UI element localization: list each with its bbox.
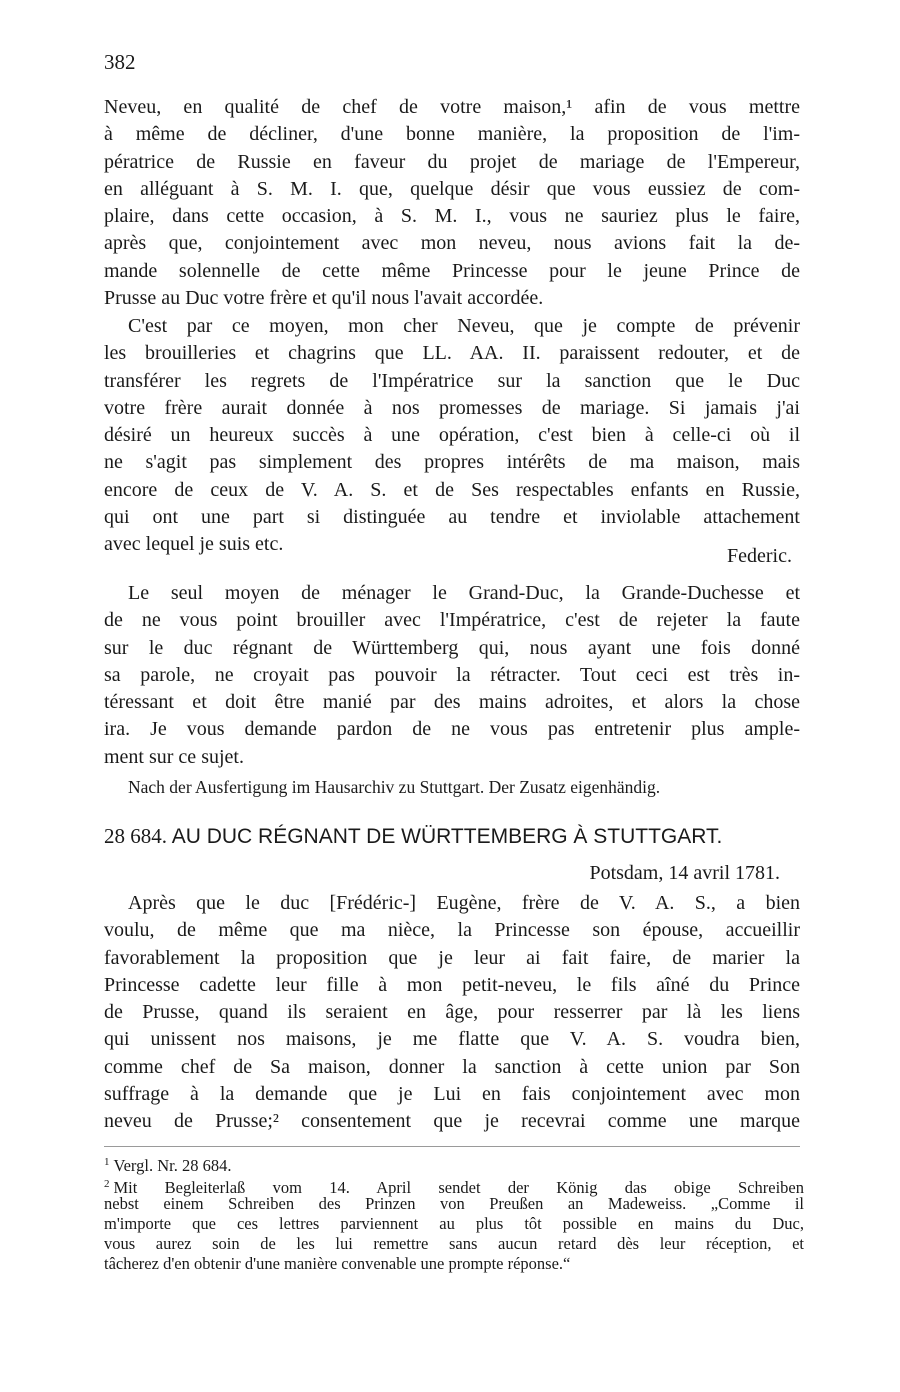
text-line: favorablement la proposition que je leur ai fait faire, de marier la xyxy=(104,946,800,969)
text-line: avec lequel je suis etc. xyxy=(104,533,284,556)
footnote-text: Vergl. Nr. 28 684. xyxy=(113,1156,232,1175)
letter-number: 28 684. xyxy=(104,824,167,848)
footnote-text: Mit Begleiterlaß vom 14. April sendet der König das obige Schreiben xyxy=(113,1178,804,1197)
text-line: mande solennelle de cette même Princesse pour le jeune Prince de xyxy=(104,259,800,282)
source-note: Nach der Ausfertigung im Hausarchiv zu Stuttgart. Der Zusatz eigenhändig. xyxy=(128,777,661,797)
text-line: qui unissent nos maisons, je me flatte que V. A. S. voudra bien, xyxy=(104,1028,800,1051)
text-line: de Prusse, quand ils seraient en âge, pour resserrer par là les liens xyxy=(104,1001,800,1024)
text-line: Neveu, en qualité de chef de votre maison,¹ afin de vous mettre xyxy=(104,96,800,118)
dateline: Potsdam, 14 avril 1781. xyxy=(589,862,780,884)
footnote-line: tâcherez d'en obtenir d'une manière convenable une prompte réponse.“ xyxy=(104,1254,571,1273)
footnote-marker: 2 xyxy=(104,1178,110,1190)
text-line: suffrage à la demande que je Lui en fais conjointement avec mon xyxy=(104,1083,800,1106)
text-line: sa parole, ne croyait pas pouvoir la rétracter. Tout ceci est très in- xyxy=(104,663,800,686)
text-line: désiré un heureux succès à une opération, c'est bien à celle-ci où il xyxy=(104,424,800,447)
text-line: voulu, de même que ma nièce, la Princesse son épouse, accueillir xyxy=(104,919,800,942)
footnote-2 xyxy=(104,1174,804,1274)
footnote-line: vous aurez soin de les lui remettre sans aucun retard dès leur réception, et xyxy=(104,1234,804,1253)
footnote-divider xyxy=(104,1146,800,1147)
footnote-line: nebst einem Schreiben des Prinzen von Preußen an Madeweiss. „Comme il xyxy=(104,1194,804,1213)
text-line: votre frère aurait donnée à nos promesses de mariage. Si jamais j'ai xyxy=(104,396,800,419)
text-line: qui ont une part si distinguée au tendre et inviolable attachement xyxy=(104,506,800,529)
footnote-line: m'importe que ces lettres parviennent au plus tôt possible en mains du Duc, xyxy=(104,1214,804,1233)
new-letter-body xyxy=(104,890,800,1136)
text-line: Prusse au Duc votre frère et qu'il nous l'avait accordée. xyxy=(104,287,544,310)
text-line: C'est par ce moyen, mon cher Neveu, que je compte de prévenir xyxy=(128,315,800,337)
text-line: téressant et doit être manié par des mains adroites, et alors la chose xyxy=(104,691,800,714)
text-line: ment sur ce sujet. xyxy=(104,745,244,768)
text-line: transférer les regrets de l'Impératrice sur la sanction que le Duc xyxy=(104,369,800,392)
text-line: ira. Je vous demande pardon de ne vous pas entretenir plus ample- xyxy=(104,718,800,741)
text-line: neveu de Prusse;² consentement que je recevrai comme une marque xyxy=(104,1110,800,1133)
text-line: de ne vous point brouiller avec l'Impératrice, c'est de rejeter la faute xyxy=(104,609,800,632)
text-line: ne s'agit pas simplement des propres intérêts de ma maison, mais xyxy=(104,451,800,474)
text-line: les brouilleries et chagrins que LL. AA. II. paraissent redouter, et de xyxy=(104,342,800,365)
text-line: sur le duc régnant de Württemberg qui, nous ayant une fois donné xyxy=(104,636,800,659)
footnote-1 xyxy=(104,1152,804,1175)
text-line: encore de ceux de V. A. S. et de Ses respectables enfants en Russie, xyxy=(104,478,800,501)
text-line: comme chef de Sa maison, donner la sanction à cette union par Son xyxy=(104,1055,800,1078)
footnote-line xyxy=(104,1152,804,1175)
footnote-marker: 1 xyxy=(104,1156,110,1168)
text-line: pératrice de Russie en faveur du projet de mariage de l'Empereur, xyxy=(104,150,800,173)
text-line: Princesse cadette leur fille à mon petit-neveu, le fils aîné du Prince xyxy=(104,973,800,996)
text-line: en alléguant à S. M. I. que, quelque désir que vous eussiez de com- xyxy=(104,177,800,200)
text-line: après que, conjointement avec mon neveu, nous avions fait la de- xyxy=(104,232,800,255)
text-line: plaire, dans cette occasion, à S. M. I., vous ne sauriez plus le faire, xyxy=(104,205,800,228)
signature: Federic. xyxy=(727,545,792,567)
letter-paragraph xyxy=(104,313,800,559)
text-line: à même de décliner, d'une bonne manière, la proposition de l'im- xyxy=(104,123,800,146)
text-line: Le seul moyen de ménager le Grand-Duc, la Grande-Duchesse et xyxy=(128,582,800,604)
footnote-line xyxy=(104,1174,804,1197)
letter-continuation xyxy=(104,94,800,312)
text-line: Après que le duc [Frédéric-] Eugène, frère de V. A. S., a bien xyxy=(128,892,800,914)
letter-heading xyxy=(104,824,804,849)
page-number: 382 xyxy=(104,50,136,74)
postscript xyxy=(104,580,800,771)
letter-title: AU DUC RÉGNANT DE WÜRTTEMBERG À STUTTGART. xyxy=(171,825,723,848)
